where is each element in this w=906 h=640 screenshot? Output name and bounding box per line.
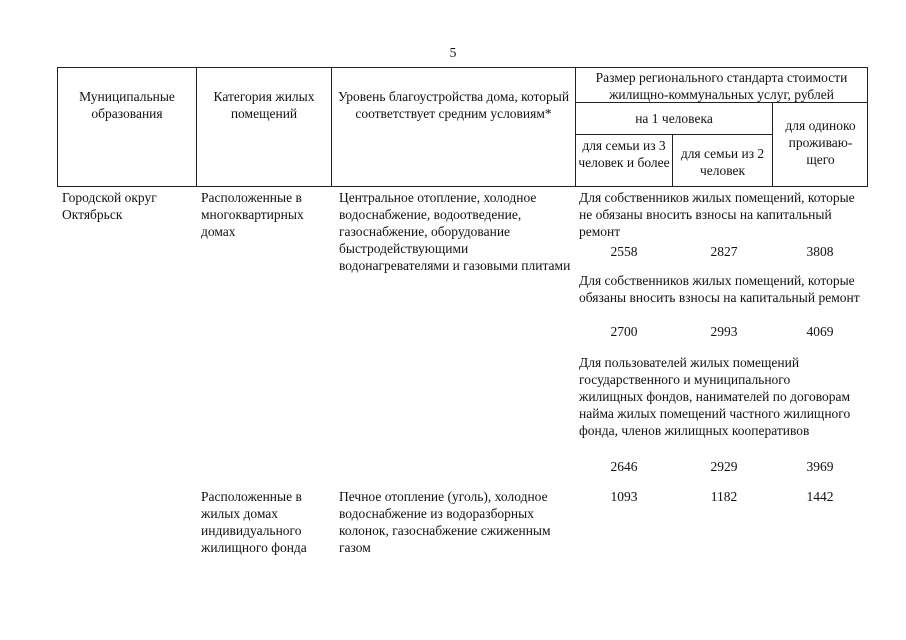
category-cell-2: Расположенные в жилых домах индивидуального жилищного фонда bbox=[201, 489, 307, 555]
value-cell: 4069 bbox=[806, 324, 834, 339]
group-label-3: Для пользователей жилых помещений государственного и муниципального жилищных фондов, нанимателей по договорам найма жилых помещений частного жилищного фонда, членов жилищных кооперативов bbox=[579, 355, 851, 438]
value-cell: 2646 bbox=[610, 459, 638, 474]
municipality-cell: Городской округ Октябрьск bbox=[62, 190, 157, 222]
header-standard: Размер регионального стандарта стоимости жилищно-коммунальных услуг, рублей bbox=[595, 70, 848, 102]
level-cell-2: Печное отопление (уголь), холодное водоснабжение из водоразборных колонок, газоснабжение сжиженным газом bbox=[339, 489, 551, 555]
header-family-2: для семьи из 2 человек bbox=[680, 146, 765, 178]
page-number: 5 bbox=[449, 45, 457, 60]
value-cell: 2993 bbox=[710, 324, 738, 339]
category-cell-1: Расположенные в многоквартирных домах bbox=[201, 190, 304, 239]
value-cell: 2827 bbox=[710, 244, 738, 259]
header-municipality: Муниципальные образования bbox=[79, 89, 175, 121]
level-cell-1: Центральное отопление, холодное водоснабжение, водоотведение, газоснабжение, оборудование быстродействующими водонагревателями и газовыми плитами bbox=[339, 190, 571, 273]
value-cell: 3969 bbox=[806, 459, 834, 474]
value-cell: 2558 bbox=[610, 244, 638, 259]
group-label-2: Для собственников жилых помещений, которые обязаны вносить взносы на капитальный ремонт bbox=[579, 273, 860, 305]
group-label-1: Для собственников жилых помещений, которые не обязаны вносить взносы на капитальный ремонт bbox=[579, 190, 855, 239]
value-cell: 2700 bbox=[610, 324, 638, 339]
value-cell: 1182 bbox=[710, 489, 738, 504]
header-family-3: для семьи из 3 человек и более bbox=[578, 138, 670, 170]
header-single: для одиноко проживаю-щего bbox=[785, 118, 856, 167]
value-cell: 1442 bbox=[806, 489, 834, 504]
header-category: Категория жилых помещений bbox=[213, 89, 315, 121]
value-cell: 2929 bbox=[710, 459, 738, 474]
value-cell: 3808 bbox=[806, 244, 834, 259]
header-level: Уровень благоустройства дома, который соответствует средним условиям* bbox=[337, 89, 570, 121]
value-cell: 1093 bbox=[610, 489, 638, 504]
header-per-person: на 1 человека bbox=[635, 111, 713, 126]
